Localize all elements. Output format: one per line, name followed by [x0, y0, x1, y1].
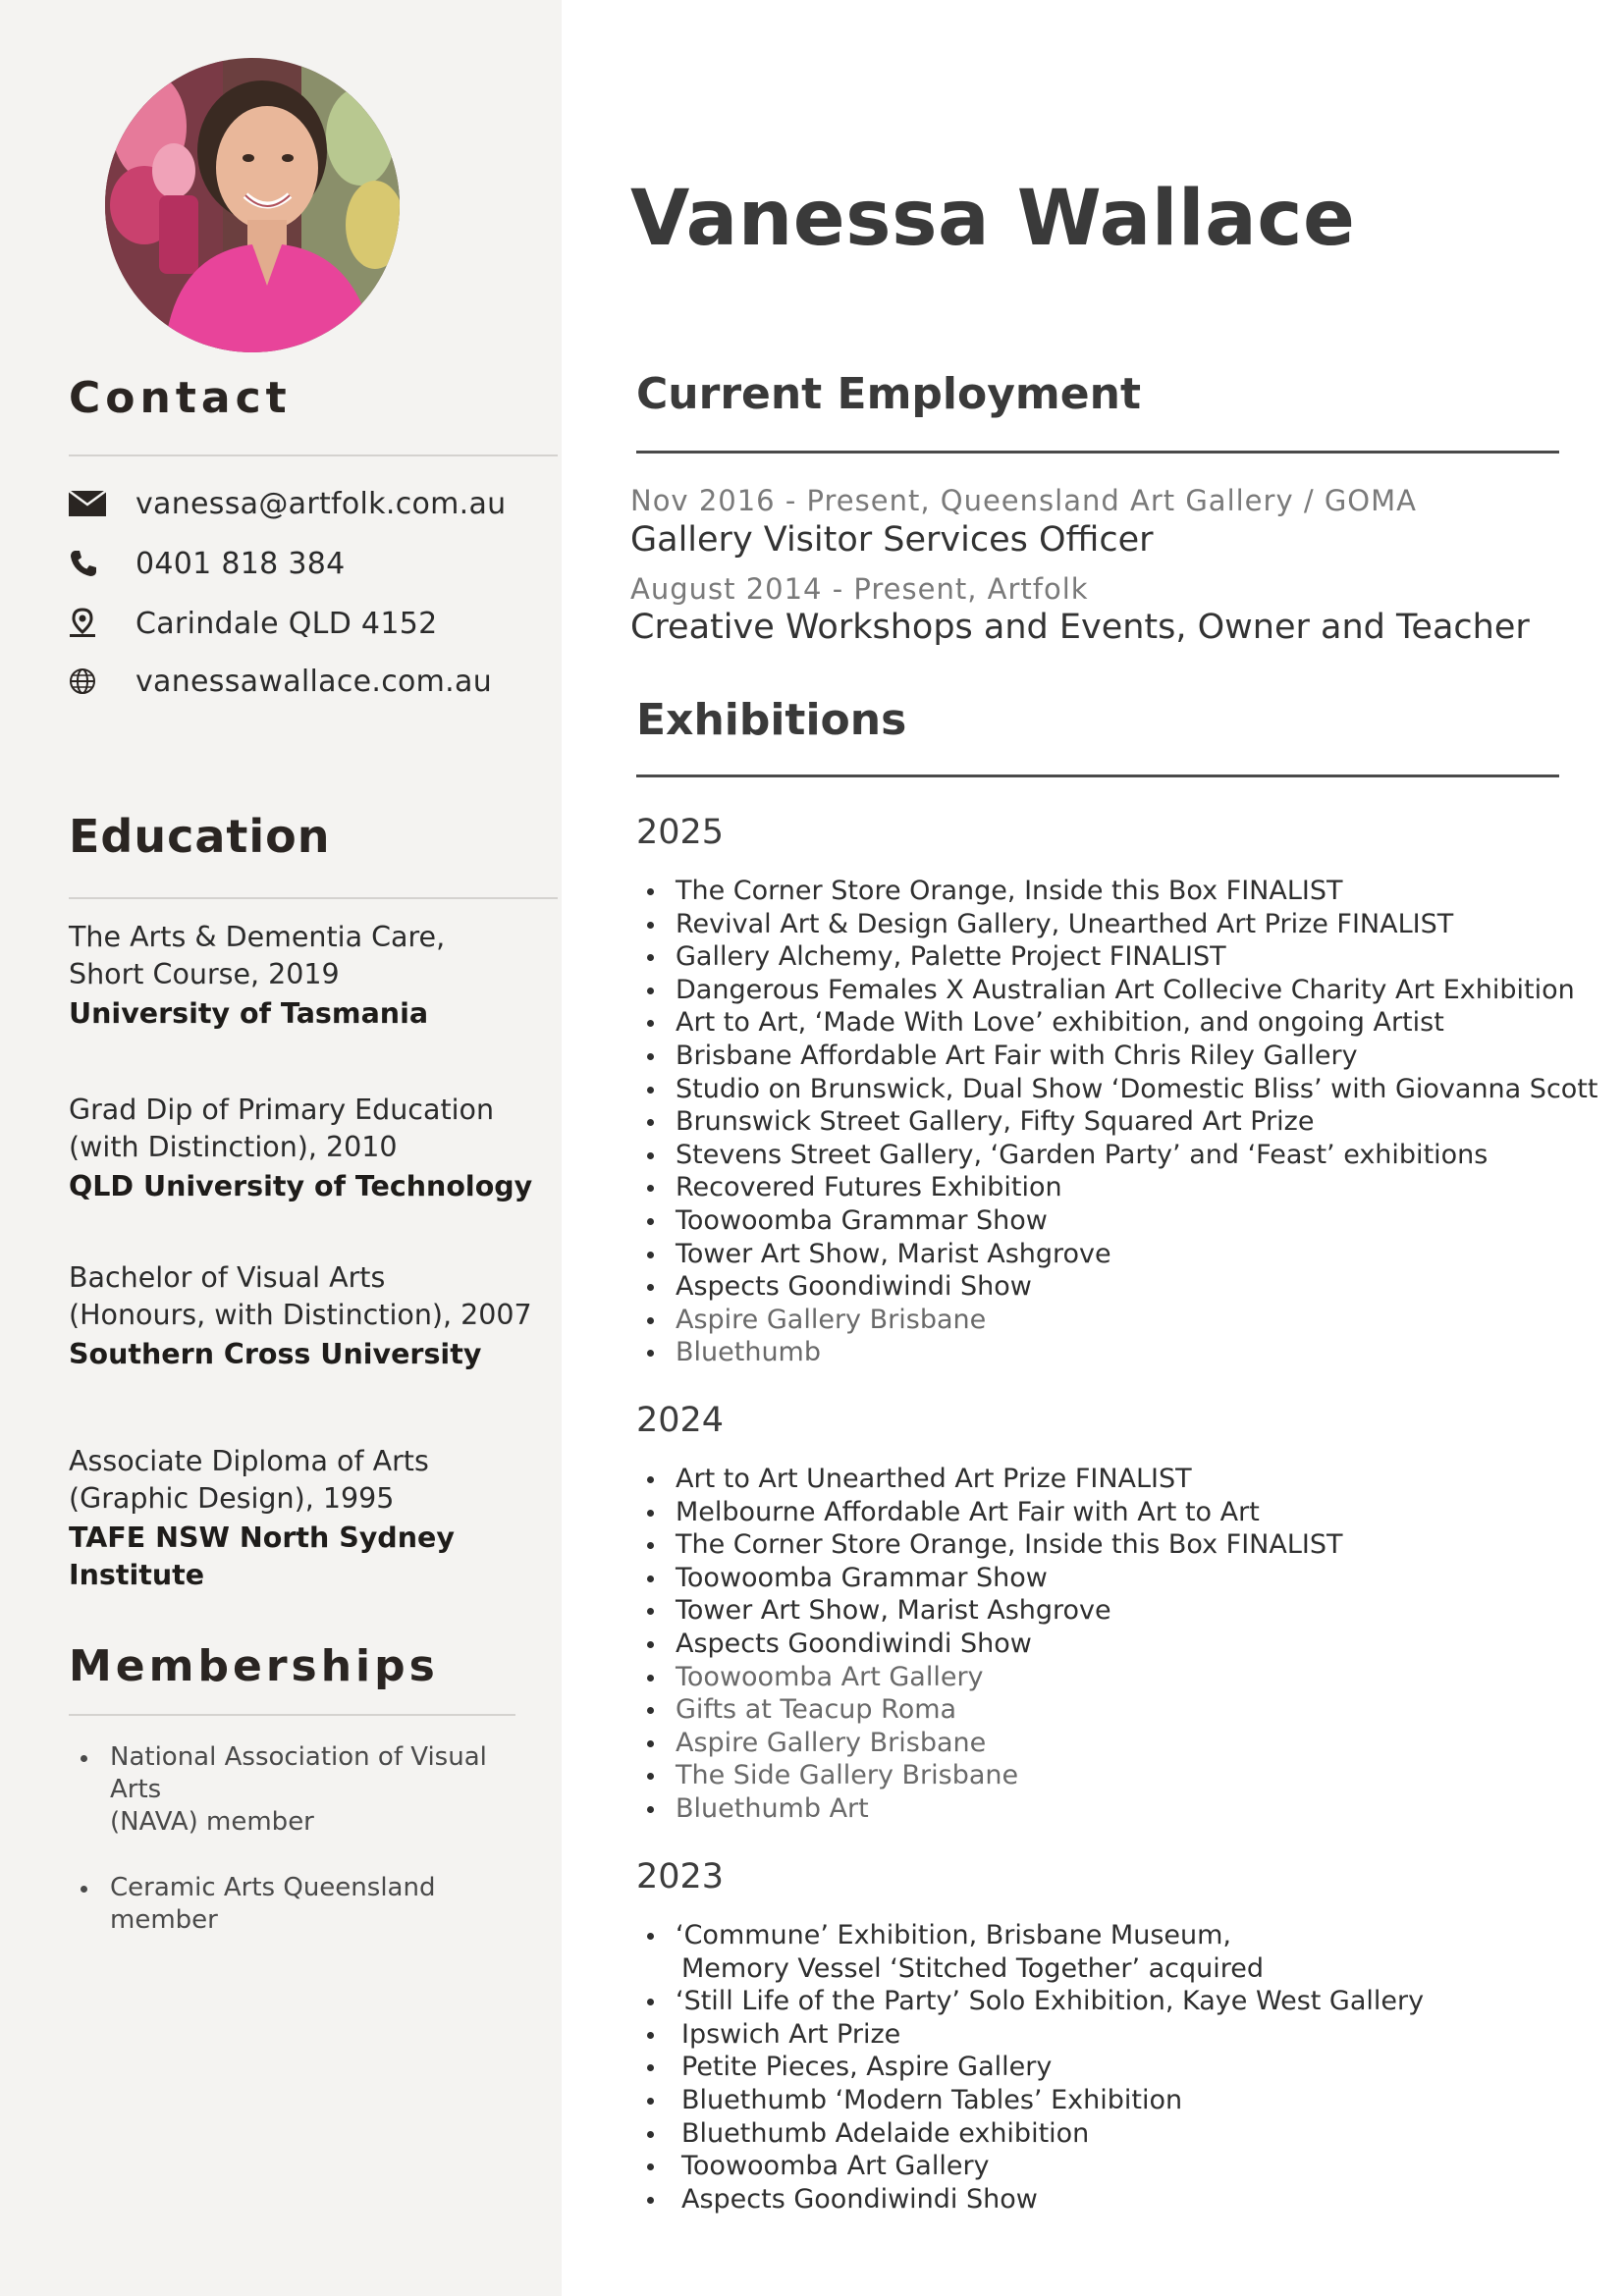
membership-line: member [110, 1905, 218, 1935]
location-pin-icon [69, 604, 108, 643]
exhibition-item: Gallery Alchemy, Palette Project FINALIST [636, 940, 1579, 974]
job-meta: August 2014 - Present, Artfolk [630, 572, 1089, 606]
exhibition-item: Toowoomba Art Gallery [636, 1661, 1579, 1694]
employment-divider [636, 451, 1559, 454]
exhibition-item: Revival Art & Design Gallery, Unearthed Art Prize FINALIST [636, 908, 1579, 941]
contact-phone[interactable] [69, 544, 346, 583]
education-item [69, 1092, 550, 1205]
exhibition-item: Melbourne Affordable Art Fair with Art to Art [636, 1496, 1579, 1529]
job-meta: Nov 2016 - Present, Queensland Art Gallery / GOMA [630, 484, 1417, 517]
education-course: Associate Diploma of Arts [69, 1445, 429, 1477]
education-institution: University of Tasmania [69, 997, 429, 1030]
memberships-heading: Memberships [69, 1641, 439, 1691]
contact-website[interactable] [69, 662, 492, 701]
exhibition-item: Aspects Goondiwindi Show [636, 1270, 1579, 1304]
exhibition-item: The Side Gallery Brisbane [636, 1759, 1579, 1792]
education-item [69, 1443, 550, 1594]
sidebar [0, 0, 562, 2296]
exhibition-item: Bluethumb [636, 1336, 1579, 1369]
exhibition-item: Bluethumb Art [636, 1792, 1579, 1826]
exhibition-list-2025 [636, 875, 1598, 1369]
membership-line: Ceramic Arts Queensland [110, 1873, 436, 1902]
exhibition-item: Stevens Street Gallery, ‘Garden Party’ and ‘Feast’ exhibitions [636, 1139, 1579, 1172]
profile-photo [105, 58, 400, 352]
education-course-detail: (Graphic Design), 1995 [69, 1482, 395, 1515]
exhibition-item: ‘Commune’ Exhibition, Brisbane Museum, [636, 1919, 1579, 1952]
contact-divider [69, 454, 558, 456]
exhibition-item: Recovered Futures Exhibition [636, 1171, 1579, 1204]
job-title: Creative Workshops and Events, Owner and Teacher [630, 608, 1530, 647]
mail-icon [69, 484, 108, 523]
exhibition-item-continuation: Memory Vessel ‘Stitched Together’ acquired [681, 1952, 1265, 1984]
membership-item [69, 1741, 540, 1839]
education-course: Grad Dip of Primary Education [69, 1094, 495, 1126]
membership-line: (NAVA) member [110, 1807, 314, 1837]
job-title: Gallery Visitor Services Officer [630, 520, 1154, 560]
exhibition-item: Aspire Gallery Brisbane [636, 1304, 1579, 1337]
exhibition-item: Art to Art, ‘Made With Love’ exhibition, and ongoing Artist [636, 1006, 1579, 1040]
contact-location [69, 604, 437, 643]
location-text: Carindale QLD 4152 [135, 606, 438, 641]
education-institution: TAFE NSW North Sydney Institute [69, 1522, 455, 1591]
exhibition-item: Bluethumb Adelaide exhibition [636, 2117, 1579, 2151]
education-course: The Arts & Dementia Care, [69, 921, 446, 953]
exhibition-item: Gifts at Teacup Roma [636, 1693, 1579, 1727]
memberships-list [69, 1741, 540, 1970]
exhibition-item: Brunswick Street Gallery, Fifty Squared Art Prize [636, 1105, 1579, 1139]
person-name: Vanessa Wallace [630, 175, 1356, 263]
exhibition-item: Petite Pieces, Aspire Gallery [636, 2051, 1579, 2084]
exhibition-item: ‘Still Life of the Party’ Solo Exhibition, Kaye West Gallery [636, 1985, 1579, 2018]
education-course-detail: (Honours, with Distinction), 2007 [69, 1299, 532, 1331]
education-divider [69, 897, 558, 899]
exhibitions-heading: Exhibitions [636, 695, 907, 745]
exhibition-item: Tower Art Show, Marist Ashgrove [636, 1594, 1579, 1628]
education-course-detail: (with Distinction), 2010 [69, 1131, 398, 1163]
memberships-divider [69, 1714, 515, 1716]
membership-item [69, 1872, 540, 1937]
education-course: Bachelor of Visual Arts [69, 1261, 386, 1294]
exhibition-item: The Corner Store Orange, Inside this Box FINALIST [636, 875, 1579, 908]
email-text: vanessa@artfolk.com.au [135, 486, 507, 521]
employment-heading: Current Employment [636, 369, 1141, 419]
contact-email[interactable] [69, 484, 507, 523]
exhibition-item: Ipswich Art Prize [636, 2018, 1579, 2052]
education-institution: Southern Cross University [69, 1338, 482, 1370]
phone-text: 0401 818 384 [135, 546, 346, 581]
exhibition-list-2023 [636, 1919, 1579, 2216]
exhibition-item: Aspire Gallery Brisbane [636, 1727, 1579, 1760]
website-text: vanessawallace.com.au [135, 664, 493, 699]
education-course-detail: Short Course, 2019 [69, 958, 340, 990]
exhibition-item: Brisbane Affordable Art Fair with Chris Riley Gallery [636, 1040, 1579, 1073]
exhibitions-divider [636, 774, 1559, 777]
portrait-image [105, 58, 400, 352]
exhibition-year: 2024 [636, 1401, 725, 1440]
phone-icon [69, 544, 108, 583]
exhibition-year: 2023 [636, 1857, 725, 1896]
exhibition-item: Toowoomba Grammar Show [636, 1562, 1579, 1595]
exhibition-item: Toowoomba Art Gallery [636, 2150, 1579, 2183]
main-content [562, 0, 1624, 2296]
exhibition-item: Bluethumb ‘Modern Tables’ Exhibition [636, 2084, 1579, 2117]
exhibition-item: Art to Art Unearthed Art Prize FINALIST [636, 1463, 1579, 1496]
education-heading: Education [69, 810, 331, 863]
exhibition-item: Tower Art Show, Marist Ashgrove [636, 1238, 1579, 1271]
exhibition-item: Toowoomba Grammar Show [636, 1204, 1579, 1238]
contact-heading: Contact [69, 373, 292, 423]
exhibition-item: Aspects Goondiwindi Show [636, 2183, 1579, 2216]
membership-line: National Association of Visual Arts [110, 1742, 487, 1804]
exhibition-item: Aspects Goondiwindi Show [636, 1628, 1579, 1661]
exhibition-item: Dangerous Females X Australian Art Collecive Charity Art Exhibition [636, 974, 1579, 1007]
exhibition-list-2024 [636, 1463, 1579, 1826]
education-item [69, 1259, 550, 1373]
education-item [69, 919, 550, 1033]
globe-icon [69, 662, 108, 701]
exhibition-year: 2025 [636, 813, 725, 852]
exhibition-item: Studio on Brunswick, Dual Show ‘Domestic Bliss’ with Giovanna Scott [636, 1073, 1579, 1106]
exhibition-item: The Corner Store Orange, Inside this Box FINALIST [636, 1528, 1579, 1562]
education-institution: QLD University of Technology [69, 1170, 533, 1202]
